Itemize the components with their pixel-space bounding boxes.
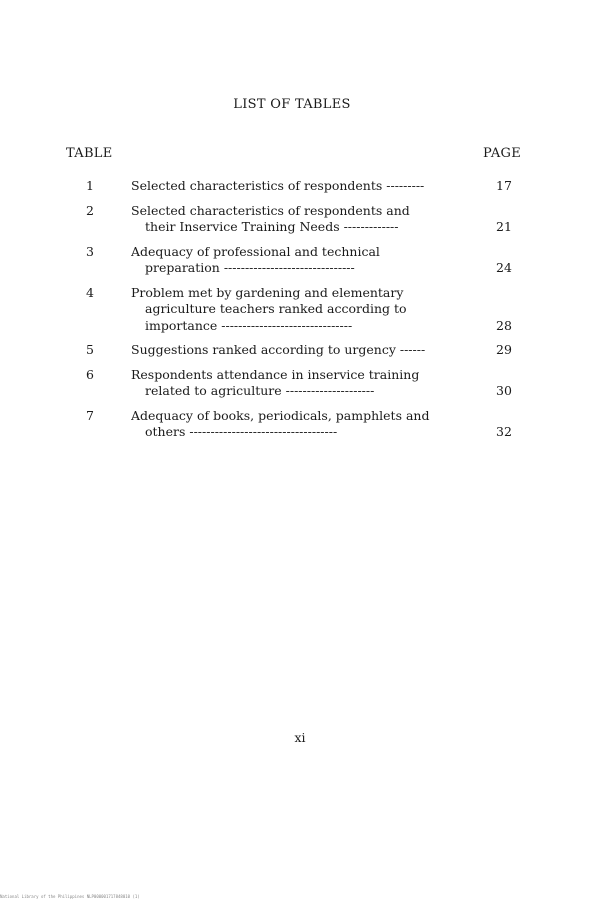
table-caption-line: preparation ------------------------------- <box>145 260 355 275</box>
table-caption-line: Selected characteristics of respondents and <box>131 202 410 218</box>
table-number: 4 <box>86 284 94 300</box>
table-page-number: 21 <box>496 219 512 234</box>
table-entry <box>0 285 616 335</box>
table-page-number: 29 <box>496 342 512 357</box>
page-title: LIST OF TABLES <box>233 97 351 112</box>
table-number: 1 <box>86 178 94 193</box>
table-caption-line: Adequacy of professional and technical <box>131 243 380 259</box>
table-number: 2 <box>86 202 94 218</box>
table-list <box>0 178 616 449</box>
table-caption-line: their Inservice Training Needs ------------- <box>145 219 399 234</box>
table-caption-line: Problem met by gardening and elementary <box>131 284 404 300</box>
page-column-header: PAGE <box>483 146 522 161</box>
table-number: 6 <box>86 366 94 382</box>
scan-imprint: National Library of the Philippines NLP000001717848010 (1) <box>0 894 140 899</box>
table-caption-line: agriculture teachers ranked according to <box>145 301 407 316</box>
table-page-number: 24 <box>496 260 512 275</box>
table-caption-line: Adequacy of books, periodicals, pamphlets and <box>131 407 430 423</box>
table-caption-line: Selected characteristics of respondents --------- <box>131 178 425 193</box>
table-page-number: 28 <box>496 317 512 333</box>
table-number: 5 <box>86 342 94 357</box>
table-entry <box>0 178 616 195</box>
table-caption-line: related to agriculture --------------------- <box>145 383 375 398</box>
table-page-number: 17 <box>496 178 512 193</box>
table-entry <box>0 203 616 236</box>
table-number: 3 <box>86 243 94 259</box>
table-caption-line: importance ------------------------------- <box>145 317 353 333</box>
table-number: 7 <box>86 407 94 423</box>
table-page-number: 30 <box>496 383 512 398</box>
page-number: xi <box>294 730 306 745</box>
table-page-number: 32 <box>496 424 512 439</box>
table-caption-line: Respondents attendance in inservice training <box>131 366 420 382</box>
table-entry <box>0 342 616 359</box>
table-entry <box>0 367 616 400</box>
table-entry <box>0 408 616 441</box>
table-caption-line: others ----------------------------------- <box>145 424 338 439</box>
table-column-header: TABLE <box>66 146 113 161</box>
table-entry <box>0 244 616 277</box>
table-caption-line: Suggestions ranked according to urgency ------ <box>131 342 426 357</box>
